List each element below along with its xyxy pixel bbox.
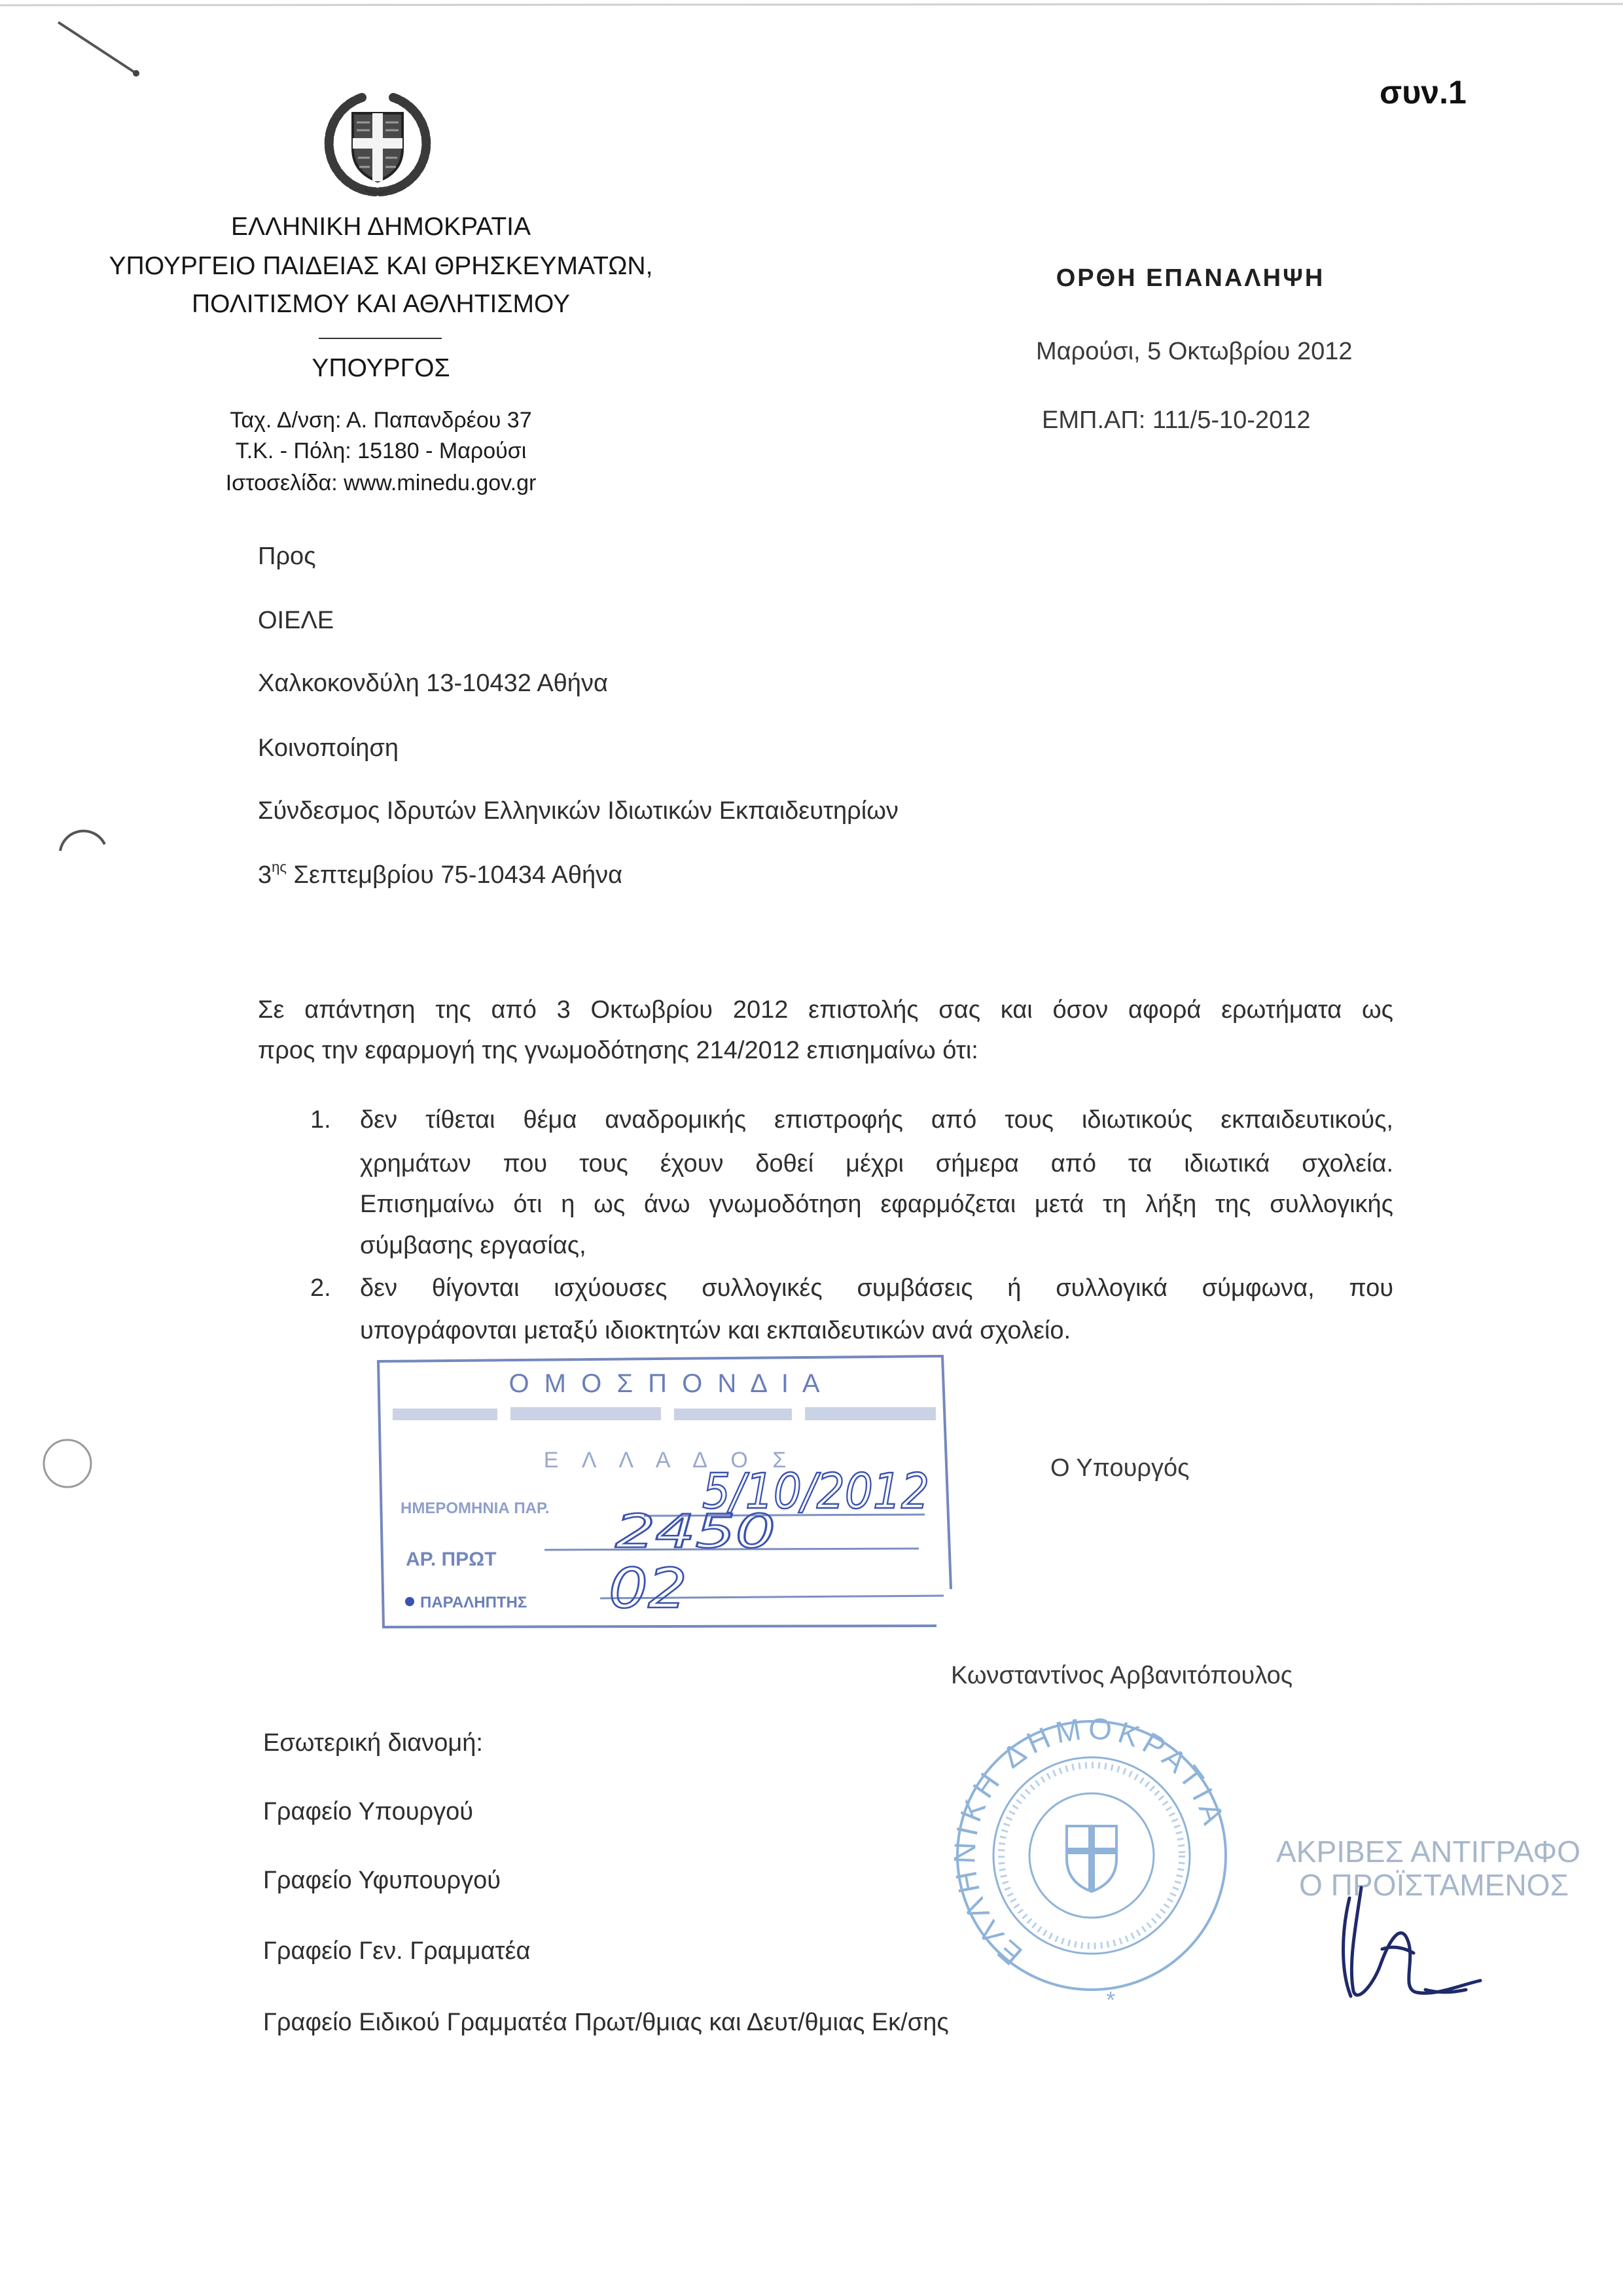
cc-recipient-name: Σύνδεσμος Ιδρυτών Ελληνικών Ιδιωτικών Εκπαιδευτηρίων — [258, 797, 899, 825]
cc-address-number: 3 — [258, 861, 272, 889]
protocol-number: ΕΜΠ.ΑΠ: 111/5-10-2012 — [1042, 406, 1311, 434]
signatory-title: Ο Υπουργός — [1050, 1454, 1190, 1482]
to-label: Προς — [258, 543, 316, 570]
cc-label: Κοινοποίηση — [258, 734, 399, 762]
emblem-cross-horizontal — [353, 138, 402, 149]
annex-label: συν.1 — [1380, 74, 1467, 111]
seal-text-path: ΕΛΛΗΝΙΚΗ ΔΗΜΟΚΡΑΤΙΑ — [947, 1710, 1233, 1973]
stamp-protocol-label: ΑΡ. ΠΡΩΤ — [406, 1549, 497, 1570]
certified-copy-line1: ΑΚΡΙΒΕΣ ΑΝΤΙΓΡΑΦΟ — [1276, 1835, 1580, 1869]
illegible-mark — [393, 1408, 497, 1420]
distribution-label: Εσωτερική διανομή: — [263, 1729, 483, 1757]
illegible-mark — [674, 1408, 792, 1420]
point-line: χρημάτων που τους έχουν δοθεί μέχρι σήμερα από τα ιδιωτικά σχολεία. — [360, 1150, 1393, 1177]
greek-coat-of-arms-icon — [319, 84, 437, 202]
punch-hole-lower — [44, 1440, 91, 1487]
point-line: δεν τίθεται θέμα αναδρομικής επιστροφής από τους ιδιωτικούς εκπαιδευτικούς, — [360, 1106, 1393, 1134]
scan-top-edge-line — [0, 4, 1623, 5]
signatory-name: Κωνσταντίνος Αρβανιτόπουλος — [951, 1662, 1293, 1689]
place-date: Μαρούσι, 5 Οκτωβρίου 2012 — [1036, 338, 1353, 365]
website: Ιστοσελίδα: www.minedu.gov.gr — [225, 471, 537, 495]
cc-address-rest: Σεπτεμβρίου 75-10434 Αθήνα — [286, 861, 623, 889]
seal-star: * — [1106, 1986, 1116, 2013]
point-number: 2. — [310, 1274, 331, 1302]
distribution-item: Γραφείο Υπουργού — [263, 1798, 474, 1825]
stamp-organization: Ο Μ Ο Σ Π Ο Ν Δ Ι Α — [508, 1369, 824, 1398]
stamp-bullet — [405, 1597, 414, 1606]
certified-copy-stamp — [942, 1702, 1623, 2029]
intro-line: προς την εφαρμογή της γνωμοδότησης 214/2012 επισημαίνω ότι: — [258, 1037, 978, 1064]
distribution-item: Γραφείο Γεν. Γραμματέα — [263, 1937, 531, 1965]
stamp-receiver-label: ΠΑΡΑΛΗΠΤΗΣ — [420, 1594, 527, 1611]
received-stamp — [366, 1348, 969, 1643]
header-divider — [319, 338, 442, 339]
staple-mark — [58, 22, 136, 73]
corrected-reissue-notice: ΟΡΘΗ ΕΠΑΝΑΛΗΨΗ — [1056, 264, 1325, 292]
point-number: 1. — [310, 1106, 331, 1134]
point-line: σύμβασης εργασίας, — [360, 1232, 586, 1259]
country-name: ΕΛΛΗΝΙΚΗ ΔΗΜΟΚΡΑΤΙΑ — [230, 213, 531, 241]
punch-hole-upper — [60, 831, 105, 851]
postcode-city: Τ.Κ. - Πόλη: 15180 - Μαρούσι — [235, 439, 527, 463]
handwritten-protocol: 2450 — [615, 1505, 776, 1558]
distribution-item: Γραφείο Υφυπουργού — [263, 1867, 501, 1894]
certified-copy-line2: Ο ΠΡΟΪΣΤΑΜΕΝΟΣ — [1299, 1868, 1569, 1902]
ministry-line-2: ΠΟΛΙΤΙΣΜΟΥ ΚΑΙ ΑΘΛΗΤΙΣΜΟΥ — [191, 290, 571, 318]
handwritten-date: 5/10/2012 — [702, 1463, 929, 1520]
ministry-line-1: ΥΠΟΥΡΓΕΙΟ ΠΑΙΔΕΙΑΣ ΚΑΙ ΘΡΗΣΚΕΥΜΑΤΩΝ, — [109, 252, 653, 280]
illegible-mark — [510, 1407, 661, 1420]
staple-dot — [133, 70, 139, 77]
office-title: ΥΠΟΥΡΓΟΣ — [312, 354, 450, 382]
illegible-mark — [805, 1407, 936, 1420]
distribution-item: Γραφείο Ειδικού Γραμματέα Πρωτ/θμιας και Δευτ/θμιας Εκ/σης — [263, 2009, 949, 2036]
cc-address-ordinal: ης — [272, 859, 287, 875]
stamp-illegible-line — [393, 1407, 936, 1420]
intro-line: Σε απάντηση της από 3 Οκτωβρίου 2012 επιστολής σας και όσον αφορά ερωτήματα ως — [258, 996, 1393, 1024]
point-line: δεν θίγονται ισχύουσες συλλογικές συμβάσεις ή συλλογικά σύμφωνα, που — [360, 1274, 1393, 1302]
handwritten-receiver: 02 — [609, 1556, 687, 1621]
handwritten-signature — [1344, 1888, 1481, 1996]
stamp-country: Ε Λ Λ Α Δ Ο Σ — [543, 1448, 796, 1473]
cc-recipient-address — [258, 859, 623, 889]
point-line: Επισημαίνω ότι η ως άνω γνωμοδότηση εφαρμόζεται μετά τη λήξη της συλλογικής — [360, 1191, 1393, 1218]
recipient-address: Χαλκοκονδύλη 13-10432 Αθήνα — [258, 670, 608, 697]
stamp-date-label: ΗΜΕΡΟΜΗΝΙΑ ΠΑΡ. — [401, 1499, 550, 1517]
recipient-name: ΟΙΕΛΕ — [258, 607, 334, 634]
point-line: υπογράφονται μεταξύ ιδιοκτητών και εκπαιδευτικών ανά σχολείο. — [360, 1317, 1071, 1344]
postal-address: Ταχ. Δ/νση: Α. Παπανδρέου 37 — [230, 408, 532, 433]
